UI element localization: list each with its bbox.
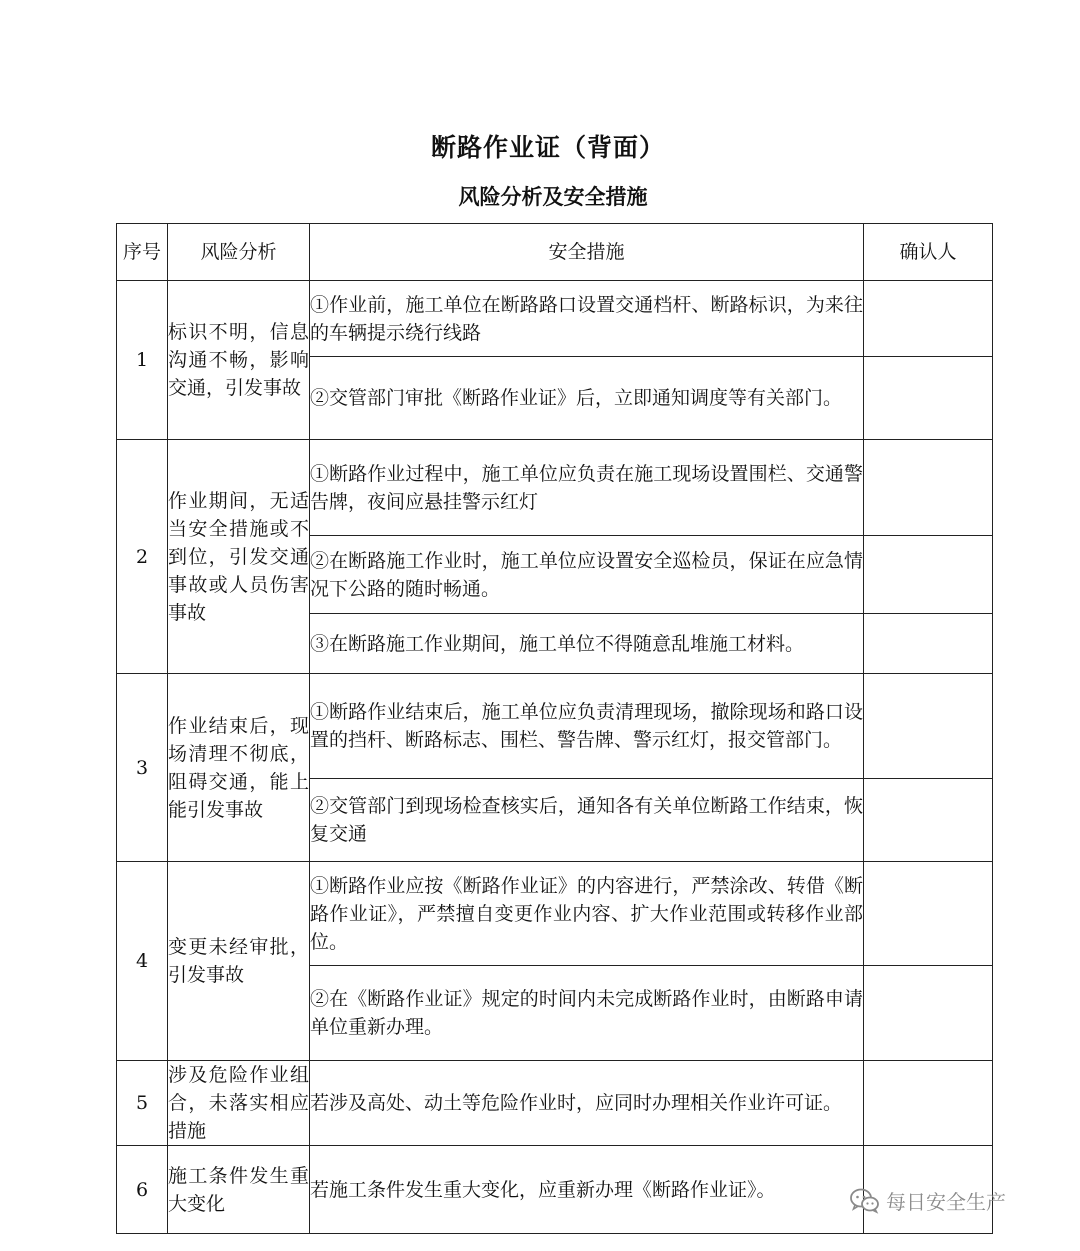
confirm-cell[interactable]: [864, 1061, 993, 1146]
document-title: 断路作业证（背面）: [430, 133, 665, 162]
watermark-text: 每日安全生产: [886, 1190, 1006, 1214]
risk-cell: 作业期间，无适当安全措施或不到位，引发交通事故或人员伤害事故: [168, 440, 310, 674]
risk-measures-table: [116, 223, 993, 1234]
measure-cell: ①断路作业应按《断路作业证》的内容进行，严禁涂改、转借《断路作业证》，严禁擅自变更作业内容、扩大作业范围或转移作业部位。: [310, 862, 864, 966]
document-subtitle: 风险分析及安全措施: [458, 184, 648, 209]
measure-cell: ①作业前，施工单位在断路路口设置交通档杆、断路标识，为来往的车辆提示绕行线路: [310, 281, 864, 357]
table-row: [117, 281, 993, 357]
row-number: 4: [117, 862, 168, 1061]
confirm-cell[interactable]: [864, 357, 993, 440]
table-row: [117, 674, 993, 779]
risk-cell: 作业结束后，现场清理不彻底，阻碍交通，能上能引发事故: [168, 674, 310, 862]
risk-cell: 标识不明，信息沟通不畅，影响交通，引发事故: [168, 281, 310, 440]
risk-cell: 施工条件发生重大变化: [168, 1146, 310, 1234]
measure-cell: ②在《断路作业证》规定的时间内未完成断路作业时，由断路申请单位重新办理。: [310, 966, 864, 1061]
confirm-cell[interactable]: [864, 674, 993, 779]
header-confirm: 确认人: [864, 224, 993, 281]
table-row: [117, 1061, 993, 1146]
measure-cell: 若施工条件发生重大变化，应重新办理《断路作业证》。: [310, 1146, 864, 1234]
confirm-cell[interactable]: [864, 779, 993, 862]
measure-cell: ②在断路施工作业时，施工单位应设置安全巡检员，保证在应急情况下公路的随时畅通。: [310, 536, 864, 614]
measure-cell: ③在断路施工作业期间，施工单位不得随意乱堆施工材料。: [310, 614, 864, 674]
measure-cell: ②交管部门到现场检查核实后，通知各有关单位断路工作结束，恢复交通: [310, 779, 864, 862]
risk-cell: 涉及危险作业组合，未落实相应措施: [168, 1061, 310, 1146]
measure-cell: ①断路作业结束后，施工单位应负责清理现场，撤除现场和路口设置的挡杆、断路标志、围栏、警告牌、警示红灯，报交管部门。: [310, 674, 864, 779]
table-header-row: [117, 224, 993, 281]
confirm-cell[interactable]: [864, 862, 993, 966]
table-row: [117, 440, 993, 536]
header-no: 序号: [117, 224, 168, 281]
header-risk: 风险分析: [168, 224, 310, 281]
watermark: [850, 1186, 1006, 1215]
row-number: 3: [117, 674, 168, 862]
confirm-cell[interactable]: [864, 281, 993, 357]
confirm-cell[interactable]: [864, 614, 993, 674]
confirm-cell[interactable]: [864, 536, 993, 614]
row-number: 5: [117, 1061, 168, 1146]
row-number: 1: [117, 281, 168, 440]
header-measures: 安全措施: [310, 224, 864, 281]
measure-cell: ②交管部门审批《断路作业证》后，立即通知调度等有关部门。: [310, 357, 864, 440]
confirm-cell[interactable]: [864, 440, 993, 536]
risk-cell: 变更未经审批，引发事故: [168, 862, 310, 1061]
wechat-icon: [850, 1188, 880, 1214]
confirm-cell[interactable]: [864, 966, 993, 1061]
measure-cell: 若涉及高处、动土等危险作业时，应同时办理相关作业许可证。: [310, 1061, 864, 1146]
row-number: 2: [117, 440, 168, 674]
row-number: 6: [117, 1146, 168, 1234]
table-row: [117, 862, 993, 966]
measure-cell: ①断路作业过程中，施工单位应负责在施工现场设置围栏、交通警告牌，夜间应悬挂警示红灯: [310, 440, 864, 536]
